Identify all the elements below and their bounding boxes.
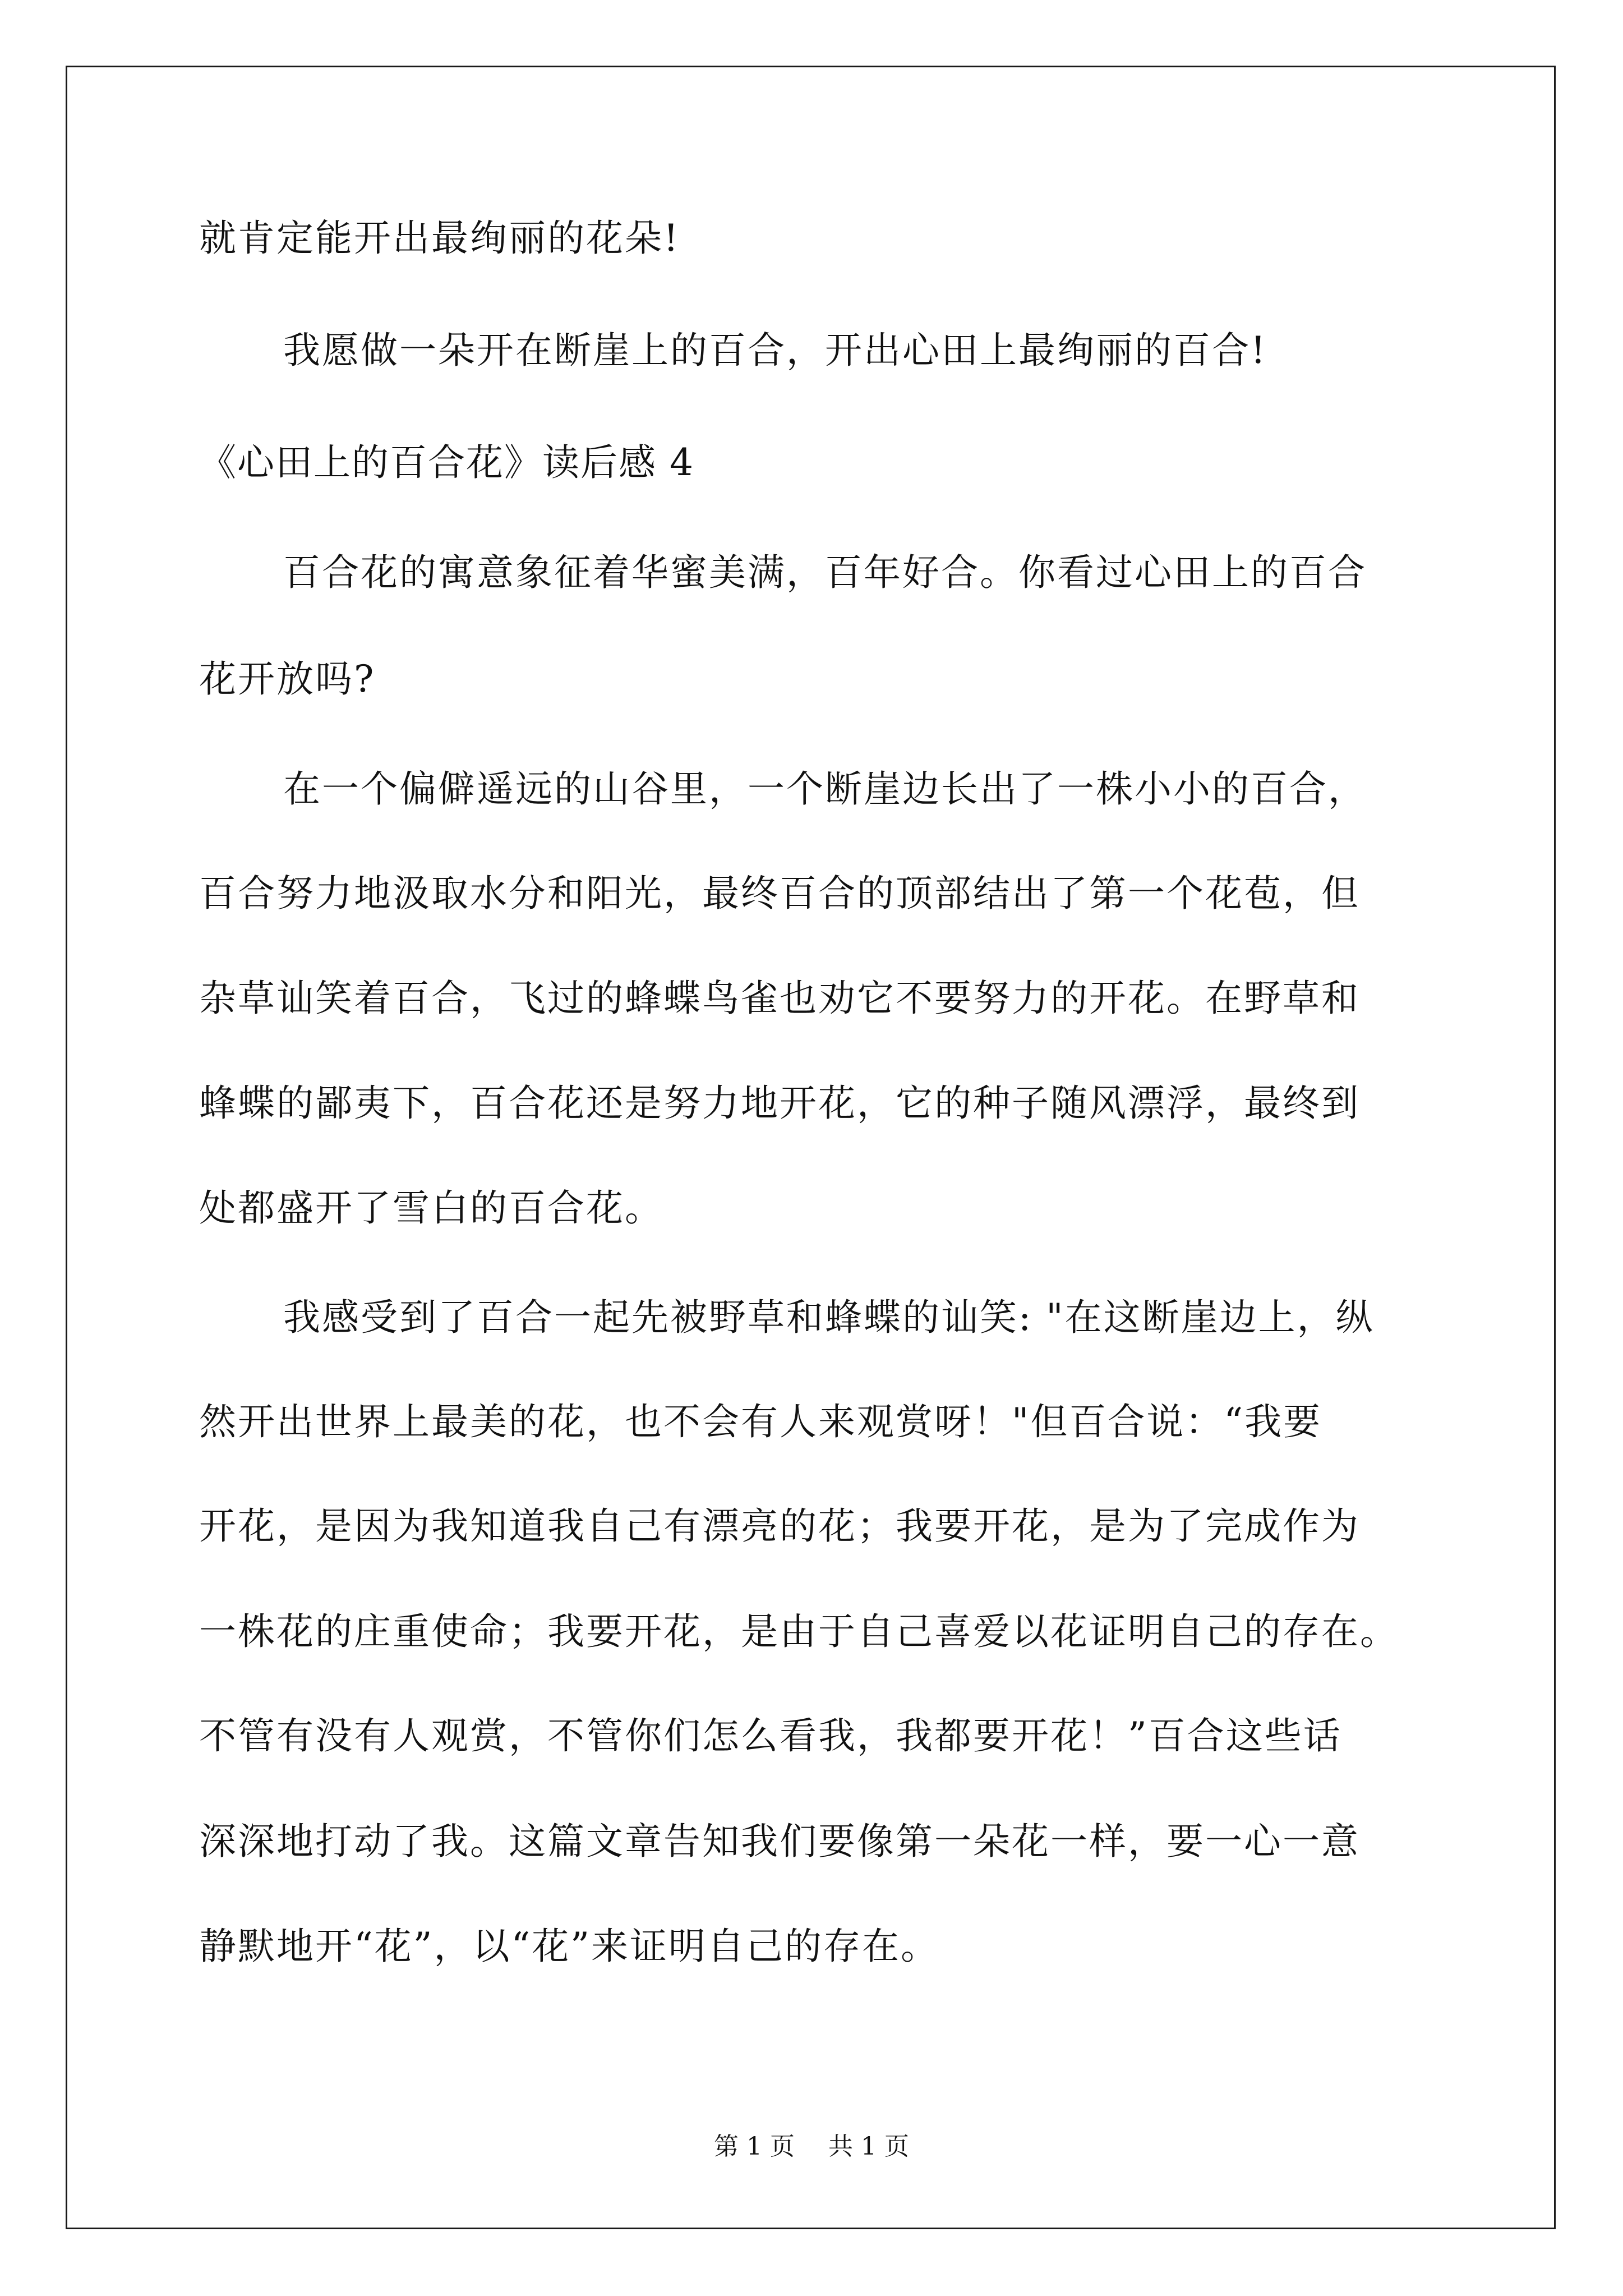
- paragraph-line: 我愿做一朵开在断崖上的百合，开出心田上最绚丽的百合!: [283, 329, 1267, 372]
- paragraph-line: 然开出世界上最美的花，也不会有人来观赏呀！"但百合说：“我要: [199, 1400, 1322, 1443]
- paragraph-line: 花开放吗?: [199, 657, 376, 701]
- paragraph-line: 就肯定能开出最绚丽的花朵!: [199, 217, 680, 260]
- paragraph-line: 我感受到了百合一起先被野草和蜂蝶的讪笑: "在这断崖边上，纵: [283, 1296, 1375, 1339]
- page-footer: [0, 2134, 1623, 2159]
- paragraph-line: 一株花的庄重使命；我要开花，是由于自己喜爱以花证明自己的存在。: [199, 1610, 1399, 1653]
- paragraph-line: 深深地打动了我。这篇文章告知我们要像第一朵花一样，要一心一意: [199, 1820, 1360, 1863]
- paragraph-line: 杂草讪笑着百合，飞过的蜂蝶鸟雀也劝它不要努力的开花。在野草和: [199, 977, 1360, 1020]
- paragraph-line: 蜂蝶的鄙夷下，百合花还是努力地开花，它的种子随风漂浮，最终到: [199, 1082, 1360, 1125]
- page-total: 共 1 页: [828, 2132, 909, 2161]
- section-title: 《心田上的百合花》读后感 4: [199, 441, 694, 484]
- paragraph-line: 百合花的寓意象征着华蜜美满，百年好合。你看过心田上的百合: [283, 551, 1367, 594]
- paragraph-line: 开花，是因为我知道我自己有漂亮的花；我要开花，是为了完成作为: [199, 1504, 1360, 1548]
- page-border: [66, 66, 1556, 2229]
- paragraph-line: 百合努力地汲取水分和阳光，最终百合的顶部结出了第一个花苞，但: [199, 872, 1360, 915]
- paragraph-line: 在一个偏僻遥远的山谷里，一个断崖边长出了一株小小的百合，: [283, 767, 1367, 811]
- paragraph-line: 不管有没有人观赏，不管你们怎么看我，我都要开花！”百合这些话: [199, 1714, 1342, 1757]
- page-number: 第 1 页: [714, 2132, 795, 2161]
- paragraph-line: 静默地开“花”，以“花”来证明自己的存在。: [199, 1925, 939, 1968]
- paragraph-line: 处都盛开了雪白的百合花。: [199, 1186, 663, 1230]
